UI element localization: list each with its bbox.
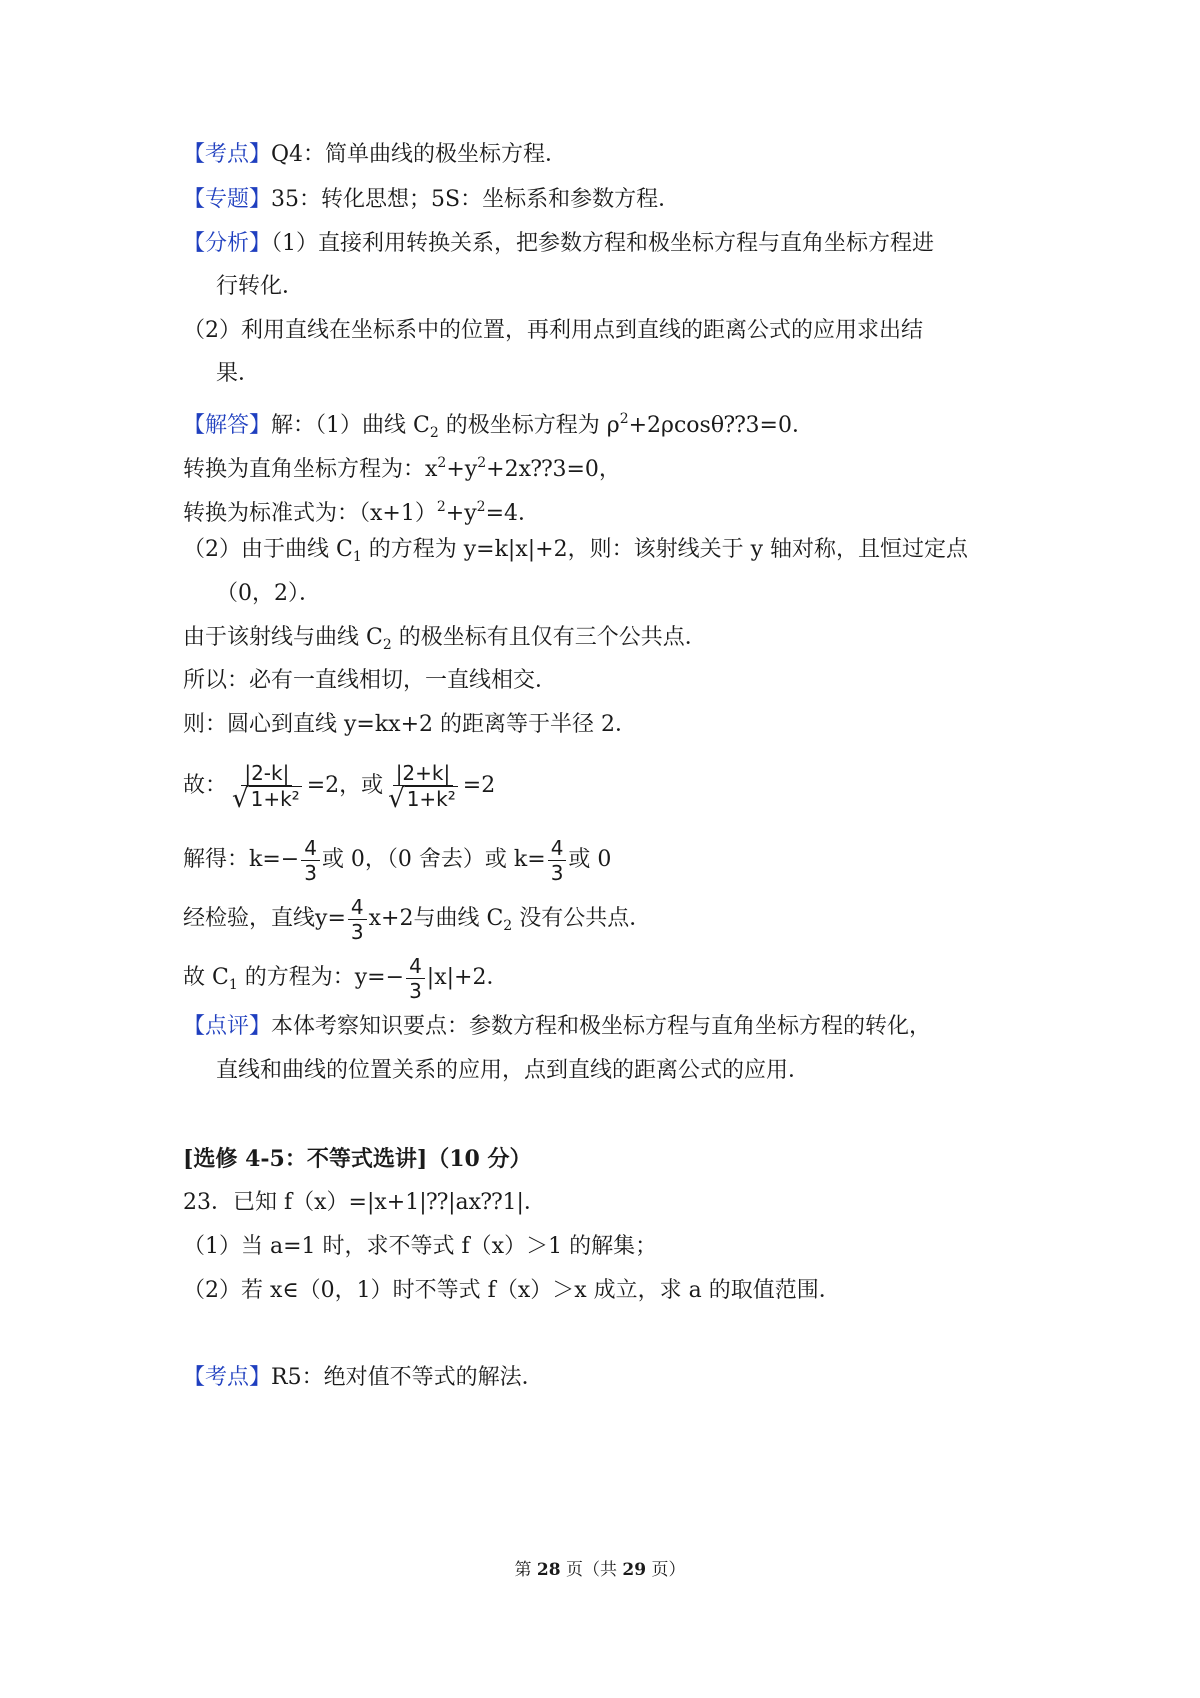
- solution-text: y=: [354, 965, 386, 990]
- kaodian-text: Q4：简单曲线的极坐标方程．: [271, 142, 568, 167]
- solution-text: =4．: [485, 501, 540, 526]
- fraction-denominator: 3: [350, 919, 364, 944]
- fraction-final: [406, 954, 425, 1003]
- solution-line-12: [183, 952, 508, 1011]
- kaodian-line: [183, 140, 567, 170]
- solution-line-5: （0，2）．: [216, 581, 321, 606]
- zhuanti-tag: 【专题】: [183, 187, 272, 212]
- solution-line-2: [183, 448, 621, 485]
- total-pages: 29: [622, 1560, 647, 1580]
- analysis-text-1: （1）直接利用转换关系，把参数方程和极坐标方程与直角坐标方程进: [271, 231, 935, 256]
- solution-line-3: [183, 492, 540, 529]
- subscript: 1: [228, 977, 238, 993]
- analysis-line-4: 果．: [216, 361, 261, 386]
- superscript: 2: [476, 499, 486, 515]
- solution-text: 经检验，直线: [183, 906, 316, 931]
- distance-fraction-1: [229, 761, 305, 812]
- subscript: 2: [429, 425, 439, 441]
- solution-tag: 【解答】: [183, 413, 272, 438]
- solution-line-9: [183, 758, 495, 814]
- footer-text: 第: [514, 1560, 537, 1580]
- kaodian-tag-2: 【考点】: [183, 1365, 272, 1390]
- kaodian-tag: 【考点】: [183, 142, 272, 167]
- solution-line-7: 所以：必有一直线相切，一直线相交．: [183, 668, 558, 693]
- sqrt-icon: √: [388, 783, 405, 814]
- fraction-denominator: 3: [304, 860, 317, 885]
- analysis-line-1: [183, 229, 934, 259]
- kaodian-text-2: R5：绝对值不等式的解法．: [271, 1365, 544, 1390]
- analysis-line-3: （2）利用直线在坐标系中的位置，再利用点到直线的距离公式的应用求出结: [183, 318, 923, 343]
- question-23-part-2: （2）若 x∈（0，1）时不等式 f（x）＞x 成立，求 a 的取值范围．: [183, 1278, 841, 1303]
- solution-text: 与曲线 C: [413, 906, 504, 931]
- superscript: 2: [436, 499, 446, 515]
- footer-text: 页）: [646, 1560, 686, 1580]
- solution-text: |x|+2．: [426, 965, 509, 990]
- solution-text: +2x⁇3=0，: [486, 457, 621, 482]
- fraction-slope: [348, 895, 367, 944]
- superscript: 2: [477, 455, 487, 471]
- zhuanti-line: [183, 185, 680, 215]
- solution-text: y=: [315, 906, 346, 931]
- footer-text: 页（共: [560, 1560, 623, 1580]
- solution-text: （2）由于曲线 C: [183, 537, 353, 562]
- analysis-tag: 【分析】: [183, 231, 272, 256]
- solution-line-6: [183, 623, 707, 660]
- solution-text: 解：（1）曲线 C: [271, 413, 430, 438]
- section-title: [选修 4-5：不等式选讲]（10 分）: [183, 1146, 532, 1172]
- fraction-numerator: 4: [301, 836, 320, 861]
- review-line-1: [183, 1012, 931, 1042]
- distance-fraction-2: [385, 761, 461, 812]
- kaodian-line-2: [183, 1363, 544, 1393]
- solution-text: =2，或: [306, 773, 384, 798]
- subscript: 2: [503, 918, 513, 934]
- superscript: 2: [619, 411, 629, 427]
- fraction-numerator: 4: [548, 836, 567, 861]
- solution-text: 或 0: [568, 847, 612, 872]
- fraction-denominator: 3: [550, 860, 564, 885]
- solution-text: 故 C: [183, 965, 229, 990]
- solution-line-8: 则：圆心到直线 y=kx+2 的距离等于半径 2．: [183, 712, 638, 737]
- sqrt-icon: √: [232, 783, 249, 814]
- solution-text: 或 0，（0 舍去）或 k=: [321, 847, 546, 872]
- solution-text: x+2: [368, 906, 414, 931]
- radicand: 1+k²: [250, 786, 300, 811]
- subscript: 2: [382, 637, 392, 653]
- solution-line-1: [183, 404, 814, 448]
- solution-text: 解得：k=: [183, 847, 281, 872]
- solution-text: 的方程为 y=k|x|+2，则：该射线关于 y 轴对称，且恒过定点: [361, 537, 969, 562]
- solution-text: 的极坐标有且仅有三个公共点．: [391, 625, 707, 650]
- minus-sign: −: [280, 847, 300, 872]
- subscript: 1: [352, 549, 362, 565]
- minus-sign: −: [385, 965, 405, 990]
- solution-line-4: [183, 535, 968, 572]
- solution-text: 转换为直角坐标方程为：x: [183, 457, 438, 482]
- fraction-numerator: |2-k|: [241, 761, 292, 786]
- solution-text: +2ρcosθ⁇3=0．: [628, 413, 814, 438]
- fraction-denominator: 3: [409, 978, 422, 1003]
- solution-text: +y: [446, 457, 478, 482]
- fraction-numerator: |2+k|: [393, 761, 454, 786]
- solution-text: 的方程为：: [237, 965, 355, 990]
- question-23-part-1: （1）当 a=1 时，求不等式 f（x）＞1 的解集；: [183, 1234, 658, 1259]
- solution-text: 故：: [183, 773, 228, 798]
- solution-text: 转换为标准式为：（x+1）: [183, 501, 437, 526]
- page-footer: [0, 1558, 1200, 1582]
- analysis-line-2: 行转化．: [216, 274, 305, 299]
- superscript: 2: [437, 455, 447, 471]
- fraction-numerator: 4: [348, 895, 367, 920]
- fraction-k1: [301, 836, 320, 885]
- fraction-denominator: [229, 783, 305, 814]
- page-number: 28: [536, 1560, 561, 1580]
- solution-text: +y: [445, 501, 477, 526]
- radicand: 1+k²: [406, 786, 456, 811]
- review-text-1: 本体考察知识要点：参数方程和极坐标方程与直角坐标方程的转化，: [271, 1014, 932, 1039]
- solution-line-10: [183, 834, 611, 886]
- solution-text: 由于该射线与曲线 C: [183, 625, 383, 650]
- solution-text: 的极坐标方程为 ρ: [438, 413, 620, 438]
- solution-text: 没有公共点．: [512, 906, 652, 931]
- fraction-numerator: 4: [406, 954, 425, 979]
- zhuanti-text: 35：转化思想；5S：坐标系和参数方程．: [271, 187, 681, 212]
- fraction-denominator: [385, 783, 461, 814]
- solution-line-11: [183, 893, 651, 952]
- review-tag: 【点评】: [183, 1014, 272, 1039]
- review-line-2: 直线和曲线的位置关系的应用，点到直线的距离公式的应用．: [216, 1058, 811, 1083]
- solution-text: =2: [462, 773, 496, 798]
- question-23: 23．已知 f（x）=|x+1|⁇|ax⁇1|．: [183, 1190, 546, 1215]
- fraction-k2: [548, 836, 567, 885]
